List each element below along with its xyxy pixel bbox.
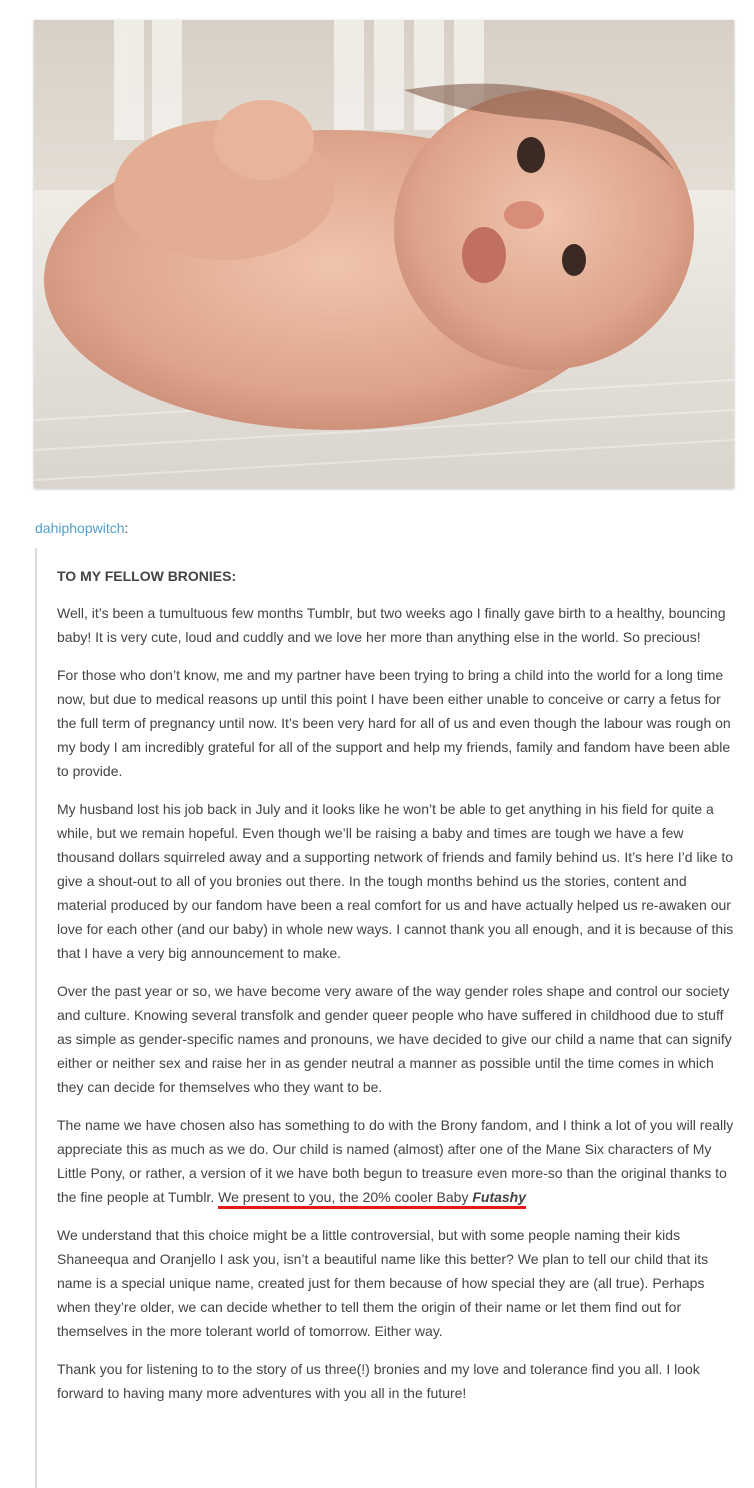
baby-photo[interactable] (34, 20, 734, 488)
paragraph-3: My husband lost his job back in July and it looks like he won’t be able to get anything in his field for quite a while, but we remain hopeful. Even though we’ll be raising a baby and times are tough we have a few thousand dollars squirreled away and a supporting network of friends and family behind us. It’s here I’d like to give a shout-out to all of you bronies out there. In the tough months behind us the stories, content and material produced by our fandom have been a real comfort for us and have actually helped us re-awaken our love for each other (and our baby) in whole new ways. I cannot thank you all enough, and it is because of this that I have a very big announcement to make. (57, 801, 734, 961)
paragraph-2: For those who don’t know, me and my partner have been trying to bring a child into the world for a long time now, but due to medical reasons up until this point I have been either unable to conceive or carry a fetus for the full term of pregnancy until now. It’s been very hard for all of us and even though the labour was rough on my body I am incredibly grateful for all of the support and help my friends, family and fandom have been able to provide. (57, 667, 731, 779)
paragraph-5-text: The name we have chosen also has something to do with the Brony fandom, and I think a lot of you will really appreciate this as much as we do. Our child is named (almost) after one of the Mane Six characters of My Little Pony, or rather, a version of it we have both begun to treasure even more-so than the original thanks to the fine people at Tumblr. (57, 1117, 734, 1205)
post-blockquote (35, 548, 735, 1488)
post-heading: TO MY FELLOW BRONIES: (57, 568, 237, 584)
author-link[interactable]: dahiphopwitch (35, 520, 125, 536)
announcement-underline (218, 1189, 526, 1209)
author-suffix: : (124, 520, 129, 536)
baby-name: Futashy (472, 1189, 527, 1205)
paragraph-5 (57, 1113, 735, 1209)
paragraph-1: Well, it’s been a tumultuous few months Tumblr, but two weeks ago I finally gave birth to a healthy, bouncing baby! It is very cute, loud and cuddly and we love her more than anything else in the world. So precious! (57, 605, 726, 645)
announcement-text: We present to you, the 20% cooler Baby (218, 1189, 473, 1205)
baby-photo-illustration (34, 20, 734, 488)
paragraph-4: Over the past year or so, we have become very aware of the way gender roles shape and control our society and culture. Knowing several transfolk and gender queer people who have suffered in childhood due to stuff as simple as gender-specific names and pronouns, we have decided to give our child a name that can signify either or neither sex and raise her in as gender neutral a manner as possible until the time comes in which they can decide for themselves who they want to be. (57, 983, 732, 1095)
post-attribution (35, 520, 128, 536)
paragraph-7: Thank you for listening to to the story of us three(!) bronies and my love and tolerance find you all. I look forward to having many more adventures with you all in the future! (57, 1361, 700, 1401)
paragraph-6: We understand that this choice might be a little controversial, but with some people naming their kids Shaneequa and Oranjello I ask you, isn’t a beautiful name like this better? We plan to tell our child that its name is a special unique name, created just for them because of how special they are (all true). Perhaps when they’re older, we can decide whether to tell them the origin of their name or let them find out for themselves in the more tolerant world of tomorrow. Either way. (57, 1227, 709, 1339)
